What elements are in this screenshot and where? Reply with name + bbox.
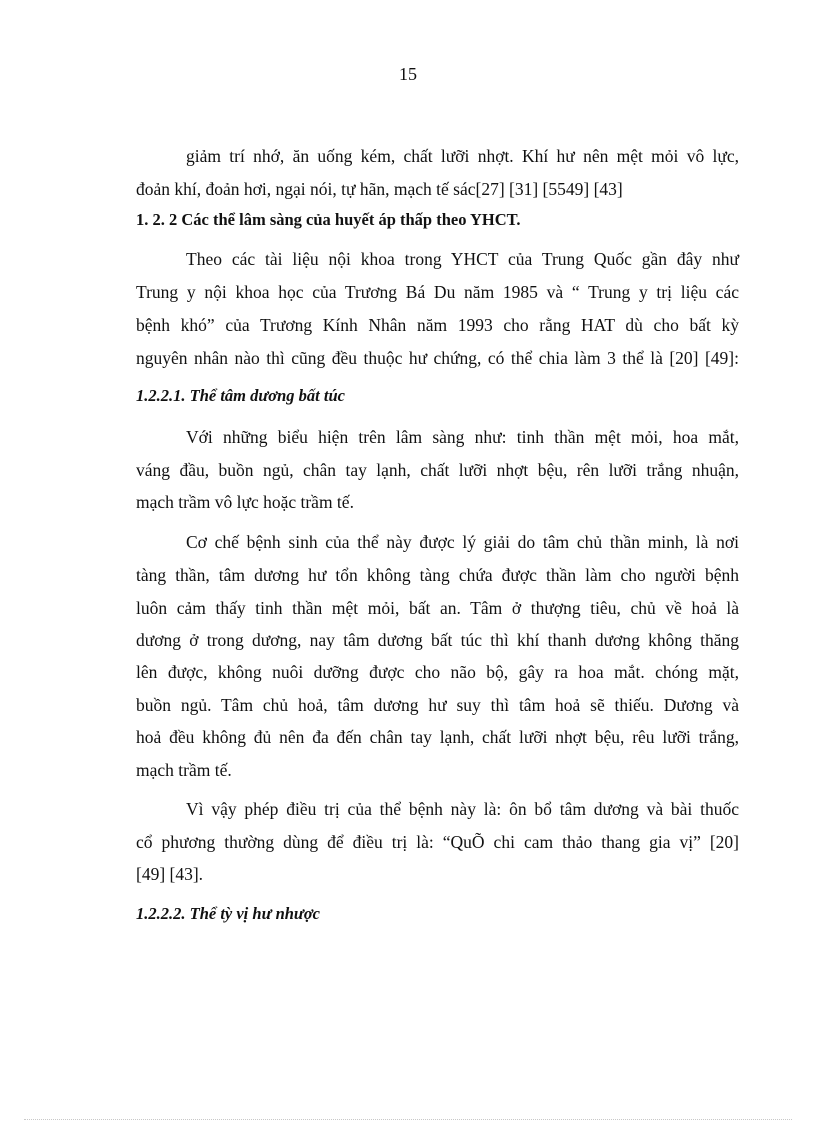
text-line: Theo các tài liệu nội khoa trong YHCT của Trung Quốc gần đây như	[186, 249, 739, 269]
text-line: lên được, không nuôi dưỡng được cho não bộ, gây ra hoa mắt. chóng mặt,	[136, 662, 739, 682]
text-line: váng đầu, buồn ngủ, chân tay lạnh, chất lưỡi nhợt bệu, rên lưỡi trắng nhuận,	[136, 460, 739, 480]
text-line: Cơ chế bệnh sinh của thể này được lý giải do tâm chủ thần minh, là nơi	[186, 532, 739, 552]
text-line: Vì vậy phép điều trị của thể bệnh này là: ôn bổ tâm dương và bài thuốc	[186, 799, 739, 819]
text-line: Với những biểu hiện trên lâm sàng như: tinh thần mệt mỏi, hoa mắt,	[186, 427, 739, 447]
text-line: luôn cảm thấy tinh thần mệt mỏi, bất an. Tâm ở thượng tiêu, chủ về hoả là	[136, 598, 739, 618]
page-bottom-divider	[24, 1119, 792, 1120]
text-line: đoản khí, đoản hơi, ngại nói, tự hãn, mạch tế sác[27] [31] [5549] [43]	[136, 179, 623, 199]
text-line: mạch trầm tế.	[136, 760, 232, 780]
text-line: bệnh khó” của Trương Kính Nhân năm 1993 cho rằng HAT dù cho bất kỳ	[136, 315, 739, 335]
text-line: tàng thần, tâm dương hư tổn không tàng chứa được thần làm cho người bệnh	[136, 565, 739, 585]
text-line: [49] [43].	[136, 864, 204, 884]
text-line: mạch trầm vô lực hoặc trầm tế.	[136, 492, 354, 512]
text-line: dương ở trong dương, nay tâm dương bất túc thì khí thanh dương không thăng	[136, 630, 739, 650]
section-heading: 1. 2. 2 Các thể lâm sàng của huyết áp thấp theo YHCT.	[136, 210, 521, 229]
text-line: buồn ngủ. Tâm chủ hoả, tâm dương hư suy thì tâm hoả sẽ thiếu. Dương và	[136, 695, 739, 715]
text-line: nguyên nhân nào thì cũng đều thuộc hư chứng, có thể chia làm 3 thể là [20] [49]:	[136, 348, 739, 368]
text-line: cổ phương thường dùng để điều trị là: “QuÕ chi cam thảo thang gia vị” [20]	[136, 832, 739, 852]
text-line: hoả đều không đủ nên đa đến chân tay lạnh, chất lưỡi nhợt bệu, rêu lưỡi trắng,	[136, 727, 739, 747]
subsection-heading: 1.2.2.2. Thể tỳ vị hư nhược	[136, 904, 320, 923]
text-line: Trung y nội khoa học của Trương Bá Du năm 1985 và “ Trung y trị liệu các	[136, 282, 739, 302]
page-number: 15	[399, 64, 417, 84]
subsection-heading: 1.2.2.1. Thể tâm dương bất túc	[136, 386, 345, 405]
text-line: giảm trí nhớ, ăn uống kém, chất lưỡi nhợt. Khí hư nên mệt mỏi vô lực,	[186, 146, 739, 166]
